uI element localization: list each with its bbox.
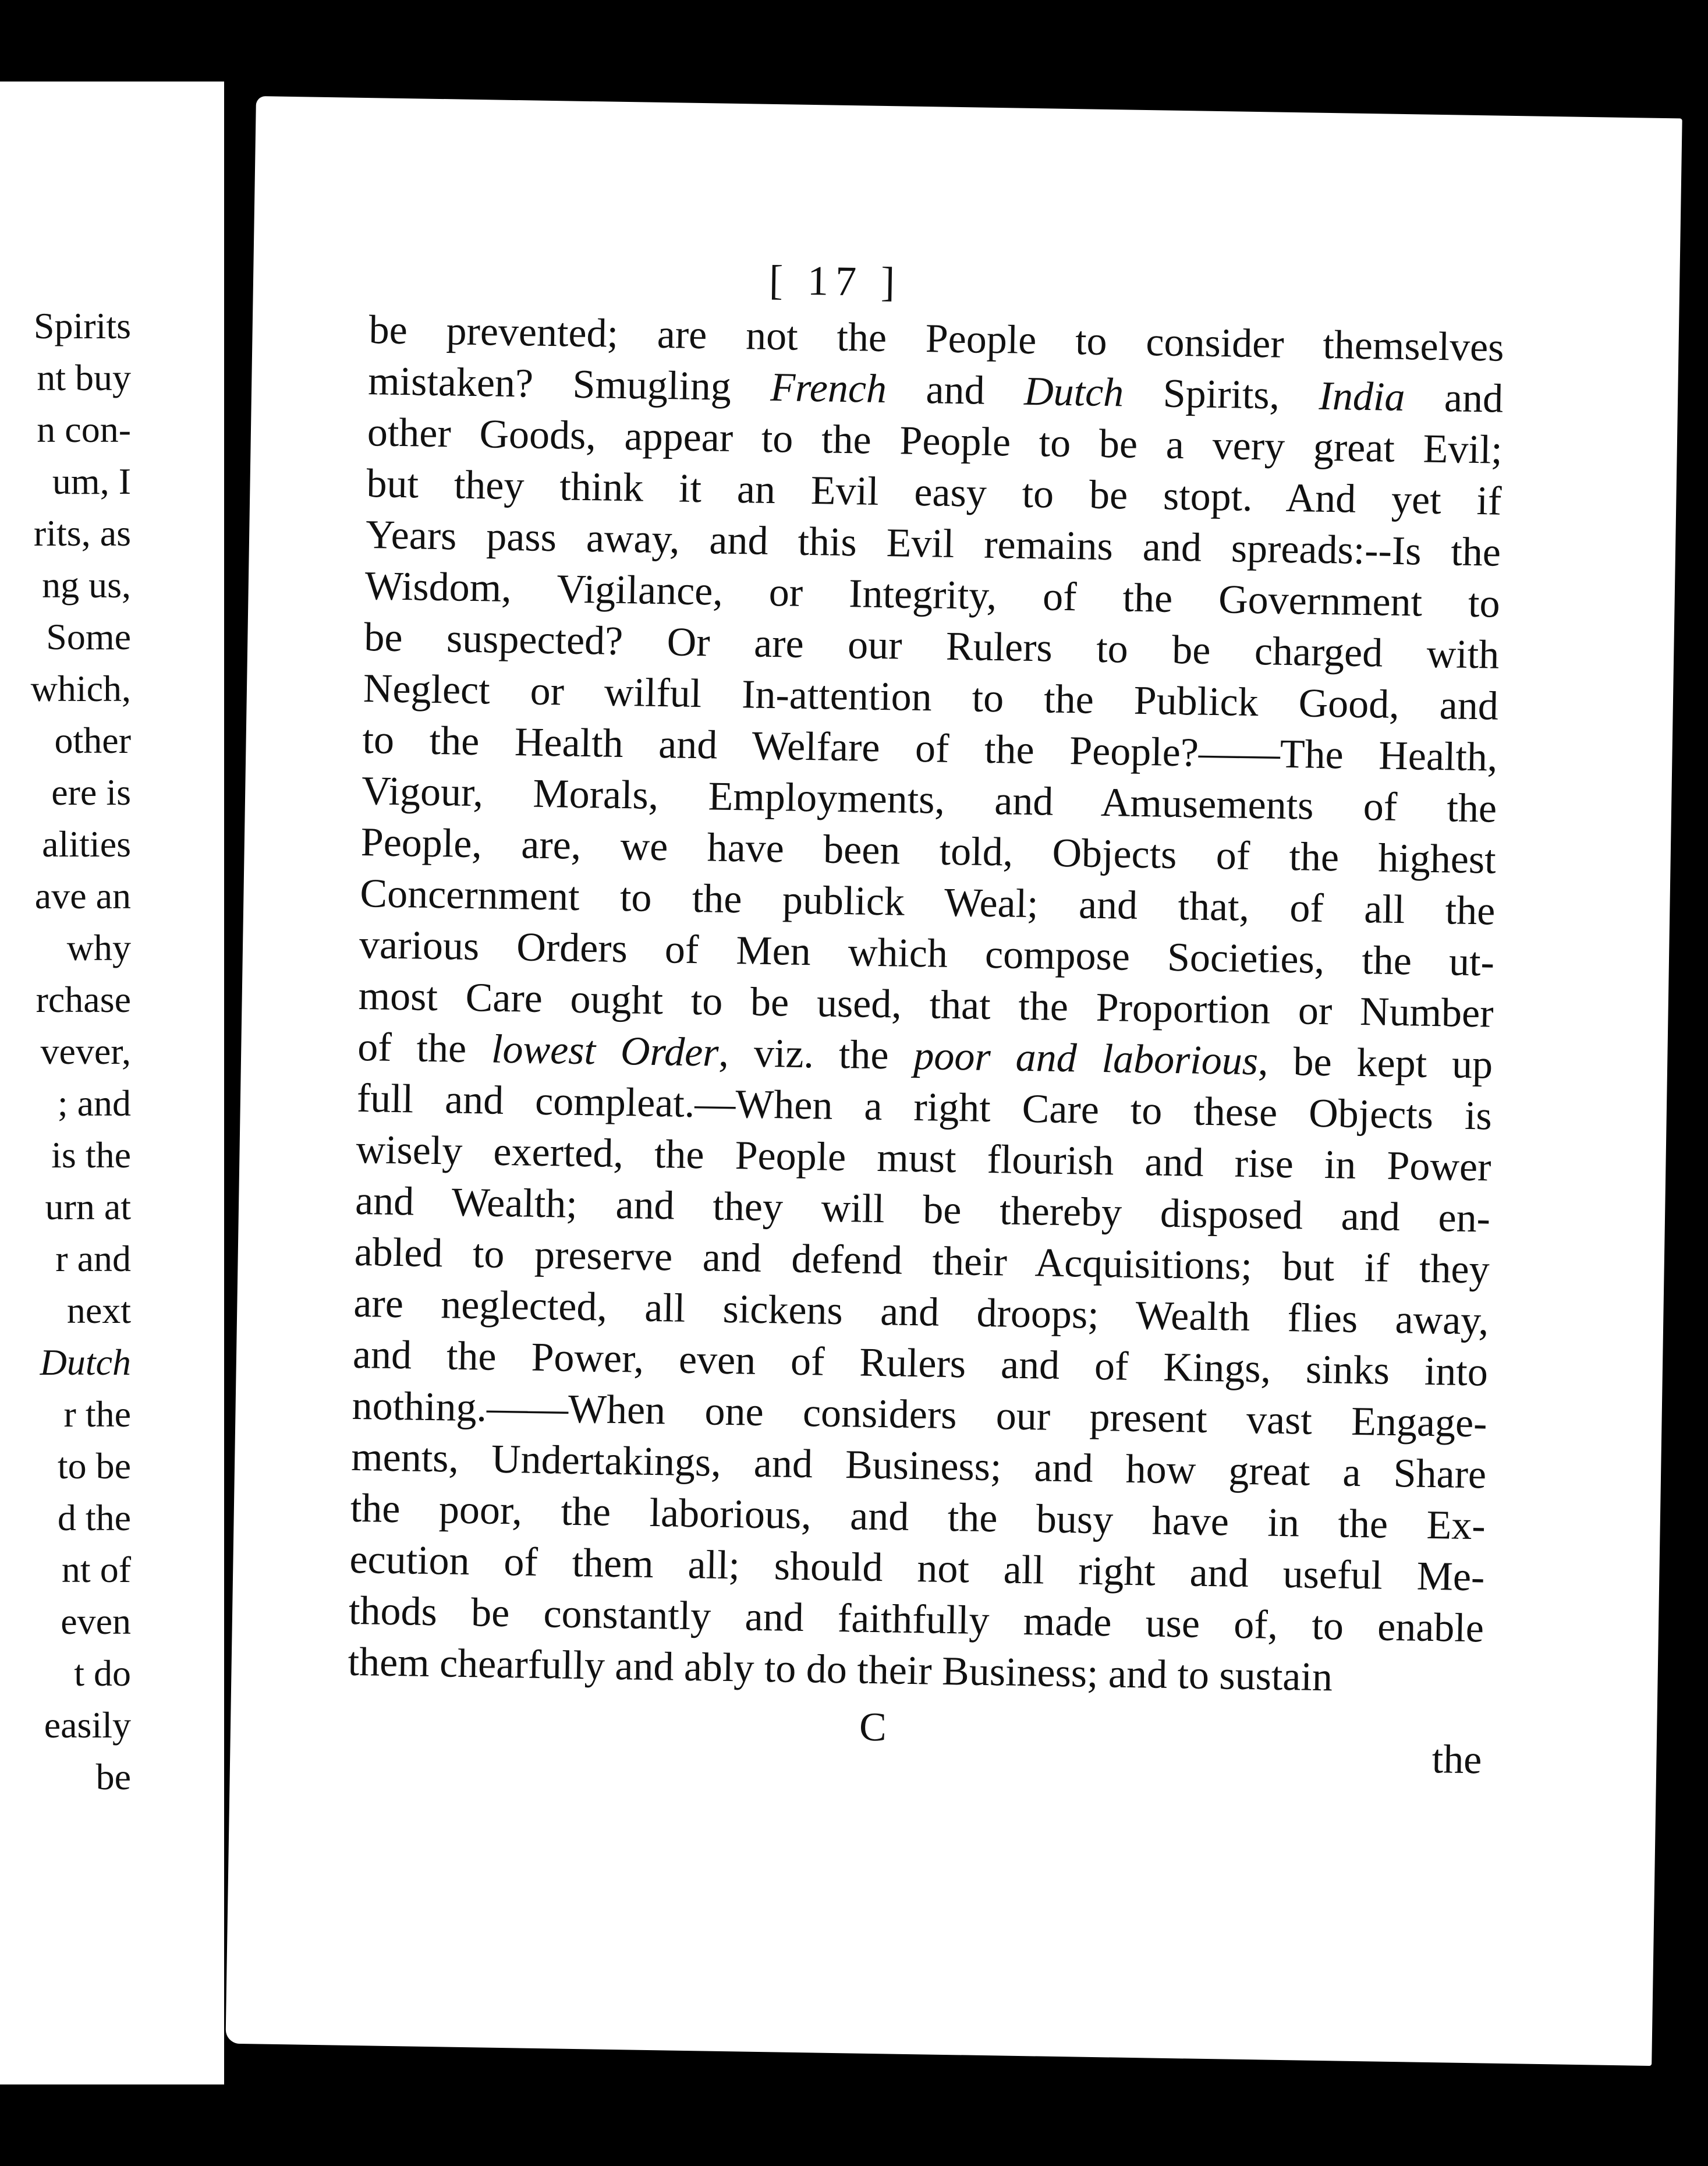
text-segment: to the Health and Welfare of the People?——The Health, <box>362 717 1498 780</box>
text-segment: wisely exerted, the People must flourish and rise in Power <box>355 1127 1491 1190</box>
text-segment: but they think it an Evil easy to be stopt. And yet if <box>366 461 1502 524</box>
text-segment: ecution of them all; should not all right and useful Me- <box>349 1537 1485 1600</box>
text-segment: and <box>1404 375 1504 422</box>
facing-page-line: easily <box>44 1704 131 1746</box>
facing-page-line: ; and <box>57 1082 131 1124</box>
text-segment: Years pass away, and this Evil remains and spreads:--Is the <box>365 512 1501 575</box>
facing-page-line: which, <box>30 668 131 709</box>
book-page <box>225 96 1682 2066</box>
text-segment: and the Power, even of Rulers and of Kings, sinks into <box>352 1332 1489 1395</box>
text-segment: thods be constantly and faithfully made use of, to enable <box>348 1588 1484 1651</box>
text-segment: Vigour, Morals, Employments, and Amusements of the <box>361 768 1497 831</box>
facing-page-line: Some <box>46 616 131 657</box>
facing-page-line: next <box>66 1290 131 1331</box>
text-segment: full and compleat.—When a right Care to these Objects is <box>356 1075 1493 1139</box>
italic-text-segment: lowest Order <box>491 1027 720 1075</box>
facing-page-line: to be <box>57 1445 131 1487</box>
text-segment: be prevented; are not the People to consider themselves <box>368 307 1505 370</box>
text-segment: other Goods, appear to the People to be a very great Evil; <box>367 410 1503 473</box>
text-segment: nothing.——When one considers our present vast Engage- <box>352 1383 1488 1446</box>
facing-page-line: alities <box>42 823 131 865</box>
facing-page-line: Dutch <box>40 1342 131 1383</box>
page-footer <box>347 1693 1483 1783</box>
facing-page-text <box>0 300 131 1803</box>
facing-page-line: nt buy <box>37 357 131 398</box>
facing-page-line: d the <box>57 1497 131 1538</box>
italic-text-segment: India <box>1319 373 1406 420</box>
text-segment: are neglected, all sickens and droops; Wealth flies away, <box>353 1280 1489 1344</box>
facing-page-line: is the <box>51 1134 131 1176</box>
facing-page-line: n con- <box>37 409 131 450</box>
catchword: the <box>1431 1737 1482 1783</box>
text-segment: various Orders of Men which compose Societies, the ut- <box>359 922 1495 985</box>
facing-page-line: ave an <box>34 875 131 916</box>
body-text <box>348 305 1504 1705</box>
text-segment: them chearfully and ably to do their Business; and to sustain <box>348 1639 1333 1700</box>
signature-mark: C <box>859 1704 887 1750</box>
facing-page-line: ere is <box>51 771 131 813</box>
facing-page-line: nt of <box>61 1549 131 1590</box>
facing-page-line: be <box>95 1756 131 1797</box>
facing-page-line: um, I <box>52 461 131 502</box>
facing-page-fragment <box>0 82 224 2084</box>
italic-text-segment: French <box>770 364 887 412</box>
text-segment: most Care ought to be used, that the Proportion or Number <box>358 973 1494 1036</box>
text-segment: , viz. the <box>718 1030 915 1078</box>
facing-page-line: Spirits <box>33 305 131 346</box>
text-segment: and Wealth; and they will be thereby disposed and en- <box>355 1178 1491 1241</box>
text-segment: Spirits, <box>1123 370 1320 419</box>
text-segment: mistaken? Smugling <box>367 359 771 410</box>
text-segment: be suspected? Or are our Rulers to be charged with <box>363 615 1500 678</box>
italic-text-segment: poor and laborious <box>913 1033 1259 1084</box>
facing-page-line: vever, <box>40 1031 131 1072</box>
text-segment: People, are, we have been told, Objects of the highest <box>360 819 1497 883</box>
text-segment: Neglect or wilful In-attention to the Publick Good, and <box>363 666 1499 729</box>
text-segment: , be kept up <box>1257 1039 1493 1088</box>
facing-page-line: r and <box>55 1238 131 1279</box>
text-segment: ments, Undertakings, and Business; and how great a Share <box>350 1434 1487 1498</box>
facing-page-line: other <box>54 720 131 761</box>
text-segment: abled to preserve and defend their Acquisitions; but if they <box>354 1229 1490 1293</box>
text-segment: of the <box>357 1024 492 1072</box>
facing-page-line: even <box>61 1601 131 1642</box>
italic-text-segment: Dutch <box>1023 369 1124 416</box>
text-segment: the poor, the laborious, and the busy have in the Ex- <box>350 1485 1486 1549</box>
facing-page-line: why <box>66 927 131 968</box>
facing-page-line: r the <box>63 1393 131 1435</box>
facing-page-line: urn at <box>45 1186 131 1227</box>
page-number: [ 17 ] <box>768 256 902 306</box>
facing-page-line: t do <box>74 1652 131 1694</box>
facing-page-line: rits, as <box>33 512 131 554</box>
facing-page-line: ng us, <box>42 564 131 606</box>
text-segment: Wisdom, Vigilance, or Integrity, of the Government to <box>364 564 1501 627</box>
text-segment: and <box>886 367 1025 414</box>
facing-page-line: rchase <box>36 979 131 1020</box>
text-segment: Concernment to the publick Weal; and that, of all the <box>359 870 1496 934</box>
